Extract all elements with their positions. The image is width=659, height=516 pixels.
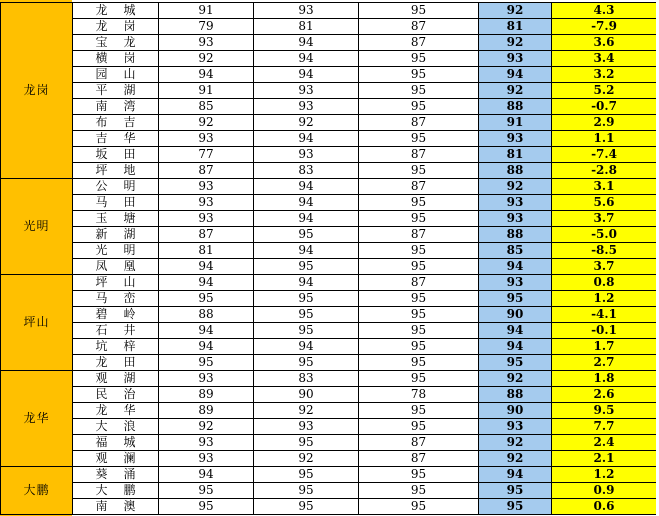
value-cell[interactable]: 95	[359, 211, 479, 227]
subdistrict-name-text: 龙 城	[95, 3, 136, 17]
value-cell[interactable]: 95	[359, 483, 479, 499]
subdistrict-name-cell[interactable]	[73, 243, 159, 259]
value-cell[interactable]: 95	[359, 259, 479, 275]
value-cell[interactable]: 87	[159, 163, 254, 179]
subdistrict-name-cell[interactable]	[73, 387, 159, 403]
subdistrict-name-text: 园 山	[95, 67, 136, 81]
table-row	[1, 403, 657, 419]
change-value-cell[interactable]: 2.9	[552, 115, 657, 131]
highlight-value-cell[interactable]: 95	[479, 499, 552, 515]
change-value-cell[interactable]: 1.8	[552, 371, 657, 387]
highlight-value-cell[interactable]: 93	[479, 211, 552, 227]
subdistrict-name-cell[interactable]	[73, 259, 159, 275]
value-cell[interactable]: 95	[359, 51, 479, 67]
table-row	[1, 67, 657, 83]
highlight-value-cell[interactable]: 91	[479, 115, 552, 131]
table-row	[1, 211, 657, 227]
value-cell[interactable]: 95	[254, 259, 359, 275]
value-cell[interactable]: 94	[254, 131, 359, 147]
subdistrict-name-cell[interactable]	[73, 179, 159, 195]
value-cell[interactable]: 95	[159, 499, 254, 515]
subdistrict-name-cell[interactable]	[73, 451, 159, 467]
change-value-cell[interactable]: -7.9	[552, 19, 657, 35]
table-row	[1, 147, 657, 163]
district-group-cell[interactable]: 大鹏	[1, 467, 73, 515]
subdistrict-name-text: 布 吉	[95, 115, 136, 129]
table-row	[1, 355, 657, 371]
value-cell[interactable]: 95	[159, 483, 254, 499]
value-cell[interactable]: 93	[159, 435, 254, 451]
top-sliver-group-cell	[0, 0, 72, 2]
value-cell[interactable]: 95	[359, 291, 479, 307]
subdistrict-name-text: 玉 塘	[95, 211, 136, 225]
table-row	[1, 483, 657, 499]
value-cell[interactable]: 93	[254, 99, 359, 115]
subdistrict-name-text: 福 城	[95, 435, 136, 449]
table-row	[1, 243, 657, 259]
value-cell[interactable]: 94	[159, 275, 254, 291]
subdistrict-name-cell[interactable]	[73, 227, 159, 243]
value-cell[interactable]: 92	[159, 115, 254, 131]
change-value-cell[interactable]: 2.7	[552, 355, 657, 371]
highlight-value-cell[interactable]: 95	[479, 483, 552, 499]
subdistrict-name-cell[interactable]	[73, 147, 159, 163]
subdistrict-name-cell[interactable]	[73, 435, 159, 451]
table-row	[1, 51, 657, 67]
value-cell[interactable]: 95	[359, 403, 479, 419]
table-row	[1, 163, 657, 179]
subdistrict-name-cell[interactable]	[73, 323, 159, 339]
subdistrict-name-text: 葵 涌	[95, 467, 136, 481]
highlight-value-cell[interactable]: 95	[479, 291, 552, 307]
value-cell[interactable]: 87	[359, 147, 479, 163]
value-cell[interactable]: 89	[159, 403, 254, 419]
district-group-cell[interactable]: 龙华	[1, 371, 73, 467]
table-row	[1, 435, 657, 451]
subdistrict-name-cell[interactable]	[73, 467, 159, 483]
subdistrict-name-cell[interactable]	[73, 483, 159, 499]
subdistrict-name-cell[interactable]	[73, 419, 159, 435]
value-cell[interactable]: 93	[159, 211, 254, 227]
value-cell[interactable]: 95	[359, 355, 479, 371]
value-cell[interactable]: 95	[359, 83, 479, 99]
highlight-value-cell[interactable]: 92	[479, 179, 552, 195]
highlight-value-cell[interactable]: 94	[479, 339, 552, 355]
value-cell[interactable]: 93	[254, 419, 359, 435]
subdistrict-name-text: 坑 梓	[95, 339, 136, 353]
highlight-value-cell[interactable]: 81	[479, 147, 552, 163]
subdistrict-name-cell[interactable]	[73, 51, 159, 67]
table-row	[1, 35, 657, 51]
change-value-cell[interactable]: 3.7	[552, 211, 657, 227]
value-cell[interactable]: 92	[254, 403, 359, 419]
change-value-cell[interactable]: 1.1	[552, 131, 657, 147]
change-value-cell[interactable]: -5.0	[552, 227, 657, 243]
change-value-cell[interactable]: 2.6	[552, 387, 657, 403]
highlight-value-cell[interactable]: 92	[479, 3, 552, 19]
subdistrict-name-cell[interactable]	[73, 115, 159, 131]
table-row	[1, 115, 657, 131]
value-cell[interactable]: 95	[254, 435, 359, 451]
subdistrict-name-cell[interactable]	[73, 83, 159, 99]
value-cell[interactable]: 95	[254, 499, 359, 515]
subdistrict-name-cell[interactable]	[73, 3, 159, 19]
value-cell[interactable]: 77	[159, 147, 254, 163]
subdistrict-name-text: 石 井	[95, 323, 136, 337]
value-cell[interactable]: 95	[254, 227, 359, 243]
value-cell[interactable]: 95	[359, 419, 479, 435]
highlight-value-cell[interactable]: 94	[479, 323, 552, 339]
value-cell[interactable]: 92	[159, 51, 254, 67]
value-cell[interactable]: 87	[359, 35, 479, 51]
table-row	[1, 195, 657, 211]
value-cell[interactable]: 87	[359, 435, 479, 451]
change-value-cell[interactable]: 5.2	[552, 83, 657, 99]
table-row	[1, 259, 657, 275]
change-value-cell[interactable]: 0.8	[552, 275, 657, 291]
district-group-cell[interactable]: 坪山	[1, 275, 73, 371]
subdistrict-name-cell[interactable]	[73, 291, 159, 307]
value-cell[interactable]: 85	[159, 99, 254, 115]
table-row	[1, 307, 657, 323]
change-value-cell[interactable]: -4.1	[552, 307, 657, 323]
value-cell[interactable]: 93	[159, 35, 254, 51]
table-row	[1, 499, 657, 515]
change-value-cell[interactable]: 3.7	[552, 259, 657, 275]
highlight-value-cell[interactable]: 88	[479, 387, 552, 403]
value-cell[interactable]: 94	[159, 259, 254, 275]
highlight-value-cell[interactable]: 81	[479, 19, 552, 35]
subdistrict-name-text: 马 田	[95, 195, 136, 209]
value-cell[interactable]: 95	[359, 339, 479, 355]
highlight-value-cell[interactable]: 93	[479, 275, 552, 291]
value-cell[interactable]: 95	[254, 355, 359, 371]
highlight-value-cell[interactable]: 94	[479, 259, 552, 275]
highlight-value-cell[interactable]: 88	[479, 227, 552, 243]
highlight-value-cell[interactable]: 88	[479, 99, 552, 115]
value-cell[interactable]: 95	[159, 291, 254, 307]
change-value-cell[interactable]: -2.8	[552, 163, 657, 179]
subdistrict-name-text: 龙 华	[95, 403, 136, 417]
table-row	[1, 99, 657, 115]
subdistrict-name-cell[interactable]	[73, 19, 159, 35]
subdistrict-name-text: 南 澳	[95, 499, 136, 513]
highlight-value-cell[interactable]: 85	[479, 243, 552, 259]
value-cell[interactable]: 91	[159, 3, 254, 19]
value-cell[interactable]: 81	[254, 19, 359, 35]
change-value-cell[interactable]: 2.4	[552, 435, 657, 451]
subdistrict-name-text: 大 浪	[95, 419, 136, 433]
value-cell[interactable]: 94	[254, 339, 359, 355]
subdistrict-name-text: 平 湖	[95, 83, 136, 97]
table-row	[1, 323, 657, 339]
subdistrict-name-cell[interactable]	[73, 211, 159, 227]
value-cell[interactable]: 94	[159, 467, 254, 483]
change-value-cell[interactable]: 3.4	[552, 51, 657, 67]
top-row-sliver	[0, 0, 656, 2]
subdistrict-name-text: 南 湾	[95, 99, 136, 113]
table-row	[1, 339, 657, 355]
subdistrict-name-text: 龙 岗	[95, 19, 136, 33]
highlight-value-cell[interactable]: 94	[479, 67, 552, 83]
subdistrict-name-text: 公 明	[95, 179, 136, 193]
district-data-table	[0, 2, 657, 515]
highlight-value-cell[interactable]: 93	[479, 51, 552, 67]
table-row	[1, 467, 657, 483]
highlight-value-cell[interactable]: 92	[479, 83, 552, 99]
subdistrict-name-cell[interactable]	[73, 403, 159, 419]
highlight-value-cell[interactable]: 93	[479, 195, 552, 211]
change-value-cell[interactable]: 4.3	[552, 3, 657, 19]
change-value-cell[interactable]: 5.6	[552, 195, 657, 211]
change-value-cell[interactable]: -0.7	[552, 99, 657, 115]
value-cell[interactable]: 95	[359, 499, 479, 515]
subdistrict-name-cell[interactable]	[73, 195, 159, 211]
subdistrict-name-text: 龙 田	[95, 355, 136, 369]
value-cell[interactable]: 95	[359, 3, 479, 19]
change-value-cell[interactable]: -8.5	[552, 243, 657, 259]
value-cell[interactable]: 93	[159, 195, 254, 211]
district-group-cell[interactable]: 光明	[1, 179, 73, 275]
value-cell[interactable]: 94	[254, 179, 359, 195]
subdistrict-name-text: 观 湖	[95, 371, 136, 385]
value-cell[interactable]: 92	[254, 115, 359, 131]
subdistrict-name-cell[interactable]	[73, 275, 159, 291]
subdistrict-name-text: 坂 田	[95, 147, 136, 161]
value-cell[interactable]: 94	[254, 51, 359, 67]
subdistrict-name-text: 宝 龙	[95, 35, 136, 49]
subdistrict-name-cell[interactable]	[73, 307, 159, 323]
highlight-value-cell[interactable]: 92	[479, 435, 552, 451]
highlight-value-cell[interactable]: 95	[479, 355, 552, 371]
highlight-value-cell[interactable]: 88	[479, 163, 552, 179]
value-cell[interactable]: 95	[359, 371, 479, 387]
highlight-value-cell[interactable]: 90	[479, 307, 552, 323]
change-value-cell[interactable]: 3.2	[552, 67, 657, 83]
highlight-value-cell[interactable]: 93	[479, 419, 552, 435]
value-cell[interactable]: 81	[159, 243, 254, 259]
top-sliver-rest	[72, 0, 656, 2]
value-cell[interactable]: 95	[254, 467, 359, 483]
value-cell[interactable]: 95	[359, 195, 479, 211]
value-cell[interactable]: 83	[254, 371, 359, 387]
value-cell[interactable]: 94	[254, 35, 359, 51]
value-cell[interactable]: 89	[159, 387, 254, 403]
change-value-cell[interactable]: 7.7	[552, 419, 657, 435]
change-value-cell[interactable]: 3.6	[552, 35, 657, 51]
value-cell[interactable]: 94	[254, 195, 359, 211]
value-cell[interactable]: 94	[159, 339, 254, 355]
value-cell[interactable]: 95	[254, 307, 359, 323]
table-row	[1, 3, 657, 19]
value-cell[interactable]: 95	[159, 355, 254, 371]
value-cell[interactable]: 93	[159, 451, 254, 467]
change-value-cell[interactable]: 3.1	[552, 179, 657, 195]
value-cell[interactable]: 93	[254, 3, 359, 19]
subdistrict-name-text: 坪 山	[95, 275, 136, 289]
change-value-cell[interactable]: 1.7	[552, 339, 657, 355]
table-row	[1, 275, 657, 291]
value-cell[interactable]: 95	[359, 163, 479, 179]
value-cell[interactable]: 88	[159, 307, 254, 323]
subdistrict-name-cell[interactable]	[73, 67, 159, 83]
value-cell[interactable]: 87	[359, 227, 479, 243]
subdistrict-name-text: 坪 地	[95, 163, 136, 177]
change-value-cell[interactable]: 0.6	[552, 499, 657, 515]
value-cell[interactable]: 93	[254, 83, 359, 99]
value-cell[interactable]: 94	[254, 243, 359, 259]
change-value-cell[interactable]: 9.5	[552, 403, 657, 419]
district-group-cell[interactable]: 龙岗	[1, 3, 73, 179]
subdistrict-name-cell[interactable]	[73, 499, 159, 515]
table-row	[1, 83, 657, 99]
highlight-value-cell[interactable]: 90	[479, 403, 552, 419]
subdistrict-name-text: 凤 凰	[95, 259, 136, 273]
table-row	[1, 179, 657, 195]
subdistrict-name-text: 大 鹏	[95, 483, 136, 497]
highlight-value-cell[interactable]: 92	[479, 35, 552, 51]
value-cell[interactable]: 94	[254, 275, 359, 291]
value-cell[interactable]: 87	[359, 451, 479, 467]
value-cell[interactable]: 92	[254, 451, 359, 467]
highlight-value-cell[interactable]: 92	[479, 371, 552, 387]
subdistrict-name-text: 民 治	[95, 387, 136, 401]
table-row	[1, 419, 657, 435]
highlight-value-cell[interactable]: 94	[479, 467, 552, 483]
value-cell[interactable]: 94	[254, 67, 359, 83]
value-cell[interactable]: 95	[359, 99, 479, 115]
value-cell[interactable]: 92	[159, 419, 254, 435]
value-cell[interactable]: 91	[159, 83, 254, 99]
subdistrict-name-cell[interactable]	[73, 131, 159, 147]
subdistrict-name-text: 新 湖	[95, 227, 136, 241]
subdistrict-name-text: 观 澜	[95, 451, 136, 465]
table-row	[1, 371, 657, 387]
highlight-value-cell[interactable]: 92	[479, 451, 552, 467]
change-value-cell[interactable]: 1.2	[552, 291, 657, 307]
value-cell[interactable]: 95	[254, 291, 359, 307]
value-cell[interactable]: 95	[359, 243, 479, 259]
highlight-value-cell[interactable]: 93	[479, 131, 552, 147]
subdistrict-name-cell[interactable]	[73, 371, 159, 387]
subdistrict-name-text: 横 岗	[95, 51, 136, 65]
value-cell[interactable]: 95	[359, 131, 479, 147]
subdistrict-name-text: 碧 岭	[95, 307, 136, 321]
value-cell[interactable]: 95	[254, 323, 359, 339]
change-value-cell[interactable]: -0.1	[552, 323, 657, 339]
value-cell[interactable]: 87	[359, 275, 479, 291]
value-cell[interactable]: 87	[159, 227, 254, 243]
subdistrict-name-text: 马 峦	[95, 291, 136, 305]
value-cell[interactable]: 94	[254, 211, 359, 227]
table-row	[1, 131, 657, 147]
subdistrict-name-cell[interactable]	[73, 355, 159, 371]
value-cell[interactable]: 87	[359, 19, 479, 35]
subdistrict-name-cell[interactable]	[73, 99, 159, 115]
subdistrict-name-cell[interactable]	[73, 35, 159, 51]
change-value-cell[interactable]: 0.9	[552, 483, 657, 499]
change-value-cell[interactable]: 1.2	[552, 467, 657, 483]
subdistrict-name-cell[interactable]	[73, 163, 159, 179]
value-cell[interactable]: 90	[254, 387, 359, 403]
value-cell[interactable]: 93	[159, 179, 254, 195]
value-cell[interactable]: 87	[359, 115, 479, 131]
subdistrict-name-cell[interactable]	[73, 339, 159, 355]
value-cell[interactable]: 83	[254, 163, 359, 179]
value-cell[interactable]: 95	[359, 323, 479, 339]
value-cell[interactable]: 93	[159, 131, 254, 147]
value-cell[interactable]: 87	[359, 179, 479, 195]
table-row	[1, 227, 657, 243]
table-row	[1, 387, 657, 403]
table-row	[1, 451, 657, 467]
subdistrict-name-text: 吉 华	[95, 131, 136, 145]
value-cell[interactable]: 79	[159, 19, 254, 35]
value-cell[interactable]: 95	[254, 483, 359, 499]
value-cell[interactable]: 95	[359, 307, 479, 323]
table-row	[1, 19, 657, 35]
value-cell[interactable]: 95	[359, 467, 479, 483]
value-cell[interactable]: 93	[254, 147, 359, 163]
value-cell[interactable]: 94	[159, 323, 254, 339]
value-cell[interactable]: 78	[359, 387, 479, 403]
change-value-cell[interactable]: -7.4	[552, 147, 657, 163]
value-cell[interactable]: 95	[359, 67, 479, 83]
subdistrict-name-text: 光 明	[95, 243, 136, 257]
value-cell[interactable]: 94	[159, 67, 254, 83]
change-value-cell[interactable]: 2.1	[552, 451, 657, 467]
value-cell[interactable]: 93	[159, 371, 254, 387]
table-row	[1, 291, 657, 307]
